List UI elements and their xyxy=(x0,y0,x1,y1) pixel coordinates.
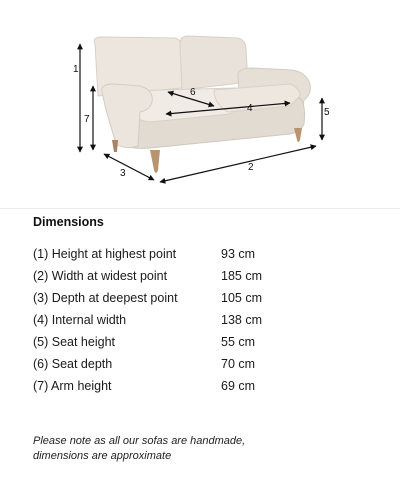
sofa-diagram xyxy=(0,0,400,208)
section-divider xyxy=(0,208,400,209)
dimension-label: (5) Seat height xyxy=(33,335,115,349)
callout-1: 1 xyxy=(73,64,79,75)
dimension-label: (2) Width at widest point xyxy=(33,269,168,283)
handmade-note-line-1: Please note as all our sofas are handmade, xyxy=(33,435,246,447)
dimension-label: (4) Internal width xyxy=(33,313,127,327)
dimension-label: (6) Seat depth xyxy=(33,357,113,371)
dimension-row xyxy=(33,309,333,331)
dimension-row xyxy=(33,243,333,265)
callout-7: 7 xyxy=(84,114,90,125)
dimension-value: 70 cm xyxy=(221,357,256,371)
callout-6: 6 xyxy=(190,87,196,98)
callout-4: 4 xyxy=(247,103,253,114)
dimensions-table xyxy=(33,243,333,397)
callout-5: 5 xyxy=(324,107,330,118)
dimension-label: (1) Height at highest point xyxy=(33,247,177,261)
sofa-leg-front-left xyxy=(150,150,160,173)
handmade-note xyxy=(33,434,373,464)
dimension-row xyxy=(33,353,333,375)
dimension-value: 105 cm xyxy=(221,291,262,305)
dimension-label: (7) Arm height xyxy=(33,379,112,393)
dimension-row xyxy=(33,287,333,309)
dimension-line-depth xyxy=(104,154,154,180)
callout-3: 3 xyxy=(120,168,126,179)
dimension-value: 69 cm xyxy=(221,379,256,393)
dimension-value: 185 cm xyxy=(221,269,262,283)
dimension-label: (3) Depth at deepest point xyxy=(33,291,178,305)
sofa-leg-back-left xyxy=(112,140,118,152)
callout-2: 2 xyxy=(248,162,254,173)
dimension-line-width xyxy=(160,146,316,182)
dimension-row xyxy=(33,375,333,397)
dimension-value: 138 cm xyxy=(221,313,262,327)
sofa-leg-front-right xyxy=(294,128,302,142)
sofa-dimension-illustration xyxy=(0,0,400,208)
dimensions-heading: Dimensions xyxy=(33,215,104,229)
dimension-value: 93 cm xyxy=(221,247,256,261)
dimension-value: 55 cm xyxy=(221,335,256,349)
dimension-row xyxy=(33,265,333,287)
dimension-row xyxy=(33,331,333,353)
handmade-note-line-2: dimensions are approximate xyxy=(33,450,172,462)
